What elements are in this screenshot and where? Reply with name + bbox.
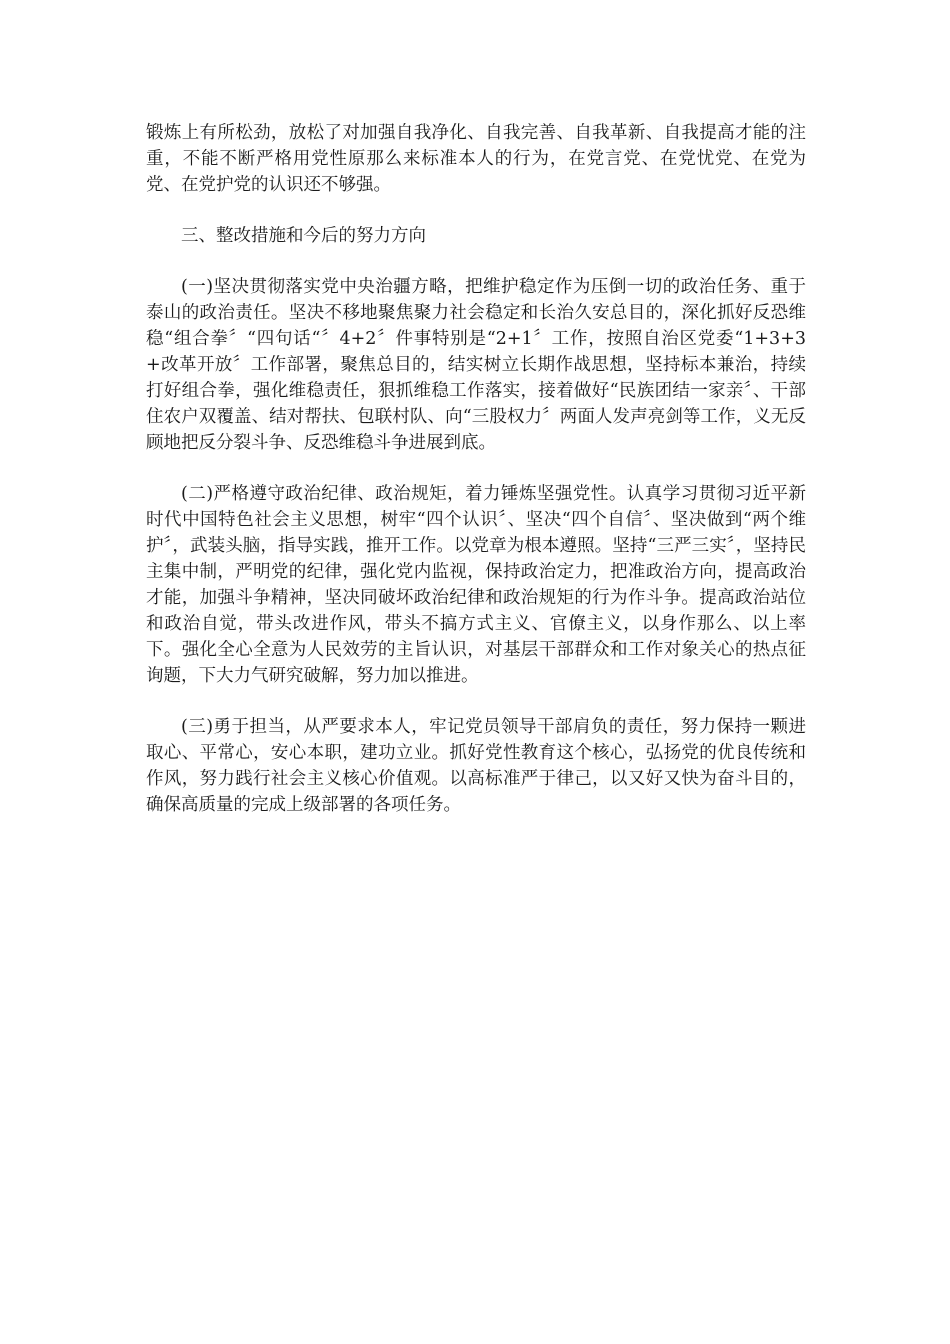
paragraph-measure-three: (三)勇于担当，从严要求本人，牢记党员领导干部肩负的责任，努力保持一颗进取心、平常心，安心本职，建功立业。抓好党性教育这个核心，弘扬党的优良传统和作风，努力践行社会主义核心价值观。以高标准严于律己，以又好又快为奋斗目的，确保高质量的完成上级部署的各项任务。 (146, 717, 806, 815)
document-body (146, 120, 806, 843)
paragraph-measure-one: (一)坚决贯彻落实党中央治疆方略，把维护稳定作为压倒一切的政治任务、重于泰山的政治责任。坚决不移地聚焦聚力社会稳定和长治久安总目的，深化抓好反恐维稳“组合拳〞“四句话“〞4+2〞件事特别是“2+1〞工作，按照自治区党委“1+3+3+改革开放〞工作部署，聚焦总目的，结实树立长期作战思想，坚持标本兼治，持续打好组合拳，强化维稳责任，狠抓维稳工作落实，接着做好“民族团结一家亲〞、干部住农户双覆盖、结对帮扶、包联村队、向“三股权力〞两面人发声亮剑等工作，义无反顾地把反分裂斗争、反恐维稳斗争进展到底。 (146, 277, 806, 453)
paragraph-intro-continuation: 锻炼上有所松劲，放松了对加强自我净化、自我完善、自我革新、自我提高才能的注重，不能不断严格用党性原那么来标准本人的行为，在党言党、在党忧党、在党为党、在党护党的认识还不够强。 (146, 123, 806, 195)
section-heading: 三、整改措施和今后的努力方向 (181, 226, 426, 246)
paragraph-measure-two: (二)严格遵守政治纪律、政治规矩，着力锤炼坚强党性。认真学习贯彻习近平新时代中国特色社会主义思想，树牢“四个认识〞、坚决“四个自信〞、坚决做到“两个维护〞，武装头脑，指导实践，推开工作。以党章为根本遵照。坚持“三严三实〞，坚持民主集中制，严明党的纪律，强化党内监视，保持政治定力，把准政治方向，提高政治才能，加强斗争精神，坚决同破坏政治纪律和政治规矩的行为作斗争。提高政治站位和政治自觉，带头改进作风，带头不搞方式主义、官僚主义，以身作那么、以上率下。强化全心全意为人民效劳的主旨认识，对基层干部群众和工作对象关心的热点征询题，下大力气研究破解，努力加以推进。 (146, 484, 806, 686)
